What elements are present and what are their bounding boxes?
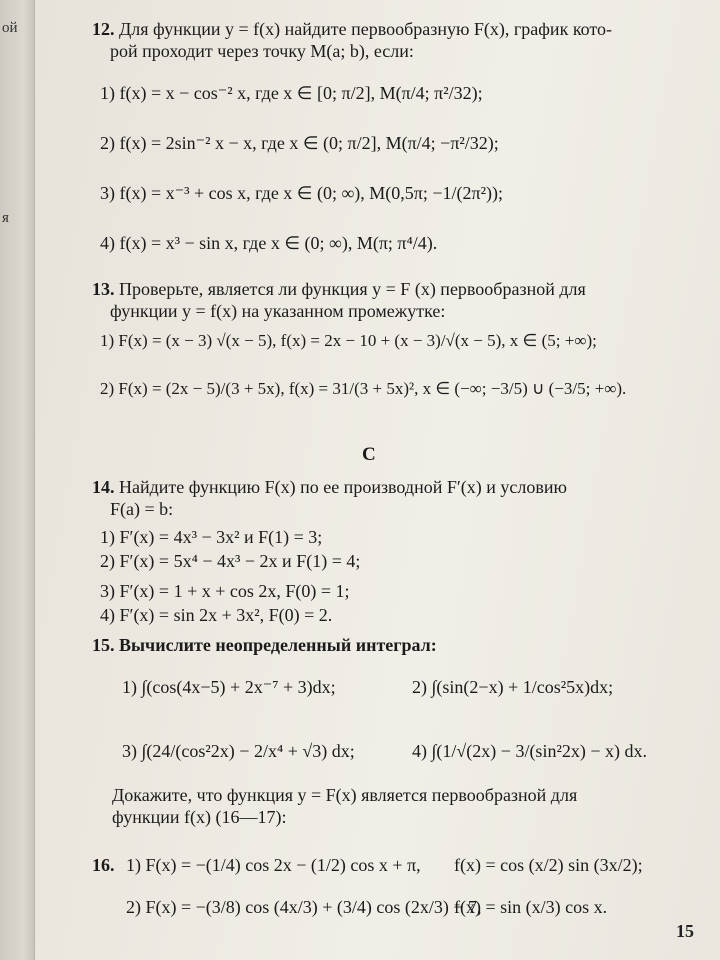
task-14-item-2: 2) F′(x) = 5x⁴ − 4x³ − 2x и F(1) = 4;	[100, 551, 361, 571]
task-15-item-4: 4) ∫(1/√(2x) − 3/(sin²2x) − x) dx.	[412, 741, 647, 761]
task-14	[92, 476, 567, 520]
task-number: 15.	[92, 635, 115, 655]
task-12-item-4: 4) f(x) = x³ − sin x, где x ∈ (0; ∞), M(π; π⁴/4).	[100, 233, 438, 253]
section-heading: C	[362, 444, 376, 465]
task-15-text: Вычислите неопределенный интеграл:	[119, 635, 437, 655]
task-13-item-1: 1) F(x) = (x − 3) √(x − 5), f(x) = 2x − 10 + (x − 3)/√(x − 5), x ∈ (5; +∞);	[100, 331, 597, 350]
task-number: 13.	[92, 279, 115, 299]
task-15-line-1	[92, 634, 437, 656]
task-12-item-3: 3) f(x) = x⁻³ + cos x, где x ∈ (0; ∞), M(0,5π; −1/(2π²));	[100, 183, 504, 203]
task-15-item-3: 3) ∫(24/(cos²2x) − 2/x⁴ + √3) dx;	[122, 741, 355, 761]
task-16-item-1: 1) F(x) = −(1/4) cos 2x − (1/2) cos x + π,	[126, 855, 421, 875]
task-13-text-2: функции y = f(x) на указанном промежутке:	[110, 301, 446, 321]
task-12	[92, 18, 612, 62]
task-16-number: 16.	[92, 855, 115, 875]
task-14-item-3: 3) F′(x) = 1 + x + cos 2x, F(0) = 1;	[100, 581, 350, 601]
task-12-text-2: рой проходит через точку M(a; b), если:	[110, 41, 414, 61]
task-16-item-2: 2) F(x) = −(3/8) cos (4x/3) + (3/4) cos (2x/3) − 7,	[126, 897, 482, 917]
task-12-text-1: Для функции y = f(x) найдите первообразную F(x), график кото-	[119, 19, 613, 39]
task-13-item-2: 2) F(x) = (2x − 5)/(3 + 5x), f(x) = 31/(3 + 5x)², x ∈ (−∞; −3/5) ∪ (−3/5; +∞).	[100, 379, 627, 398]
page-number: 15	[676, 921, 694, 941]
task-15	[92, 634, 437, 656]
task-14-text-2: F(a) = b:	[110, 499, 174, 519]
prove-statement	[112, 784, 577, 828]
prev-page-fragment-mid: я	[2, 210, 9, 226]
prove-text-2: функции f(x) (16—17):	[112, 807, 287, 827]
task-12-line-1	[92, 18, 612, 40]
task-14-item-4: 4) F′(x) = sin 2x + 3x², F(0) = 2.	[100, 605, 333, 625]
previous-page-edge	[0, 0, 35, 960]
task-15-item-2: 2) ∫(sin(2−x) + 1/cos²5x)dx;	[412, 677, 614, 697]
task-15-item-1: 1) ∫(cos(4x−5) + 2x⁻⁷ + 3)dx;	[122, 677, 336, 697]
task-14-text-1: Найдите функцию F(x) по ее производной F′(x) и условию	[119, 477, 567, 497]
prev-page-fragment-top: ой	[2, 20, 18, 36]
task-14-item-1: 1) F′(x) = 4x³ − 3x² и F(1) = 3;	[100, 527, 323, 547]
task-14-line-1	[92, 476, 567, 498]
task-13-line-1	[92, 278, 586, 300]
prove-text-1: Докажите, что функция y = F(x) является первообразной для	[112, 785, 578, 805]
task-12-item-1: 1) f(x) = x − cos⁻² x, где x ∈ [0; π/2], M(π/4; π²/32);	[100, 83, 483, 103]
task-number: 12.	[92, 19, 115, 39]
task-number: 14.	[92, 477, 115, 497]
task-13	[92, 278, 586, 322]
task-13-text-1: Проверьте, является ли функция y = F (x) первообразной для	[119, 279, 586, 299]
task-12-item-2: 2) f(x) = 2sin⁻² x − x, где x ∈ (0; π/2], M(π/4; −π²/32);	[100, 133, 499, 153]
task-16-fx-1: f(x) = cos (x/2) sin (3x/2);	[454, 855, 643, 875]
task-16-fx-2: f(x) = sin (x/3) cos x.	[454, 897, 608, 917]
